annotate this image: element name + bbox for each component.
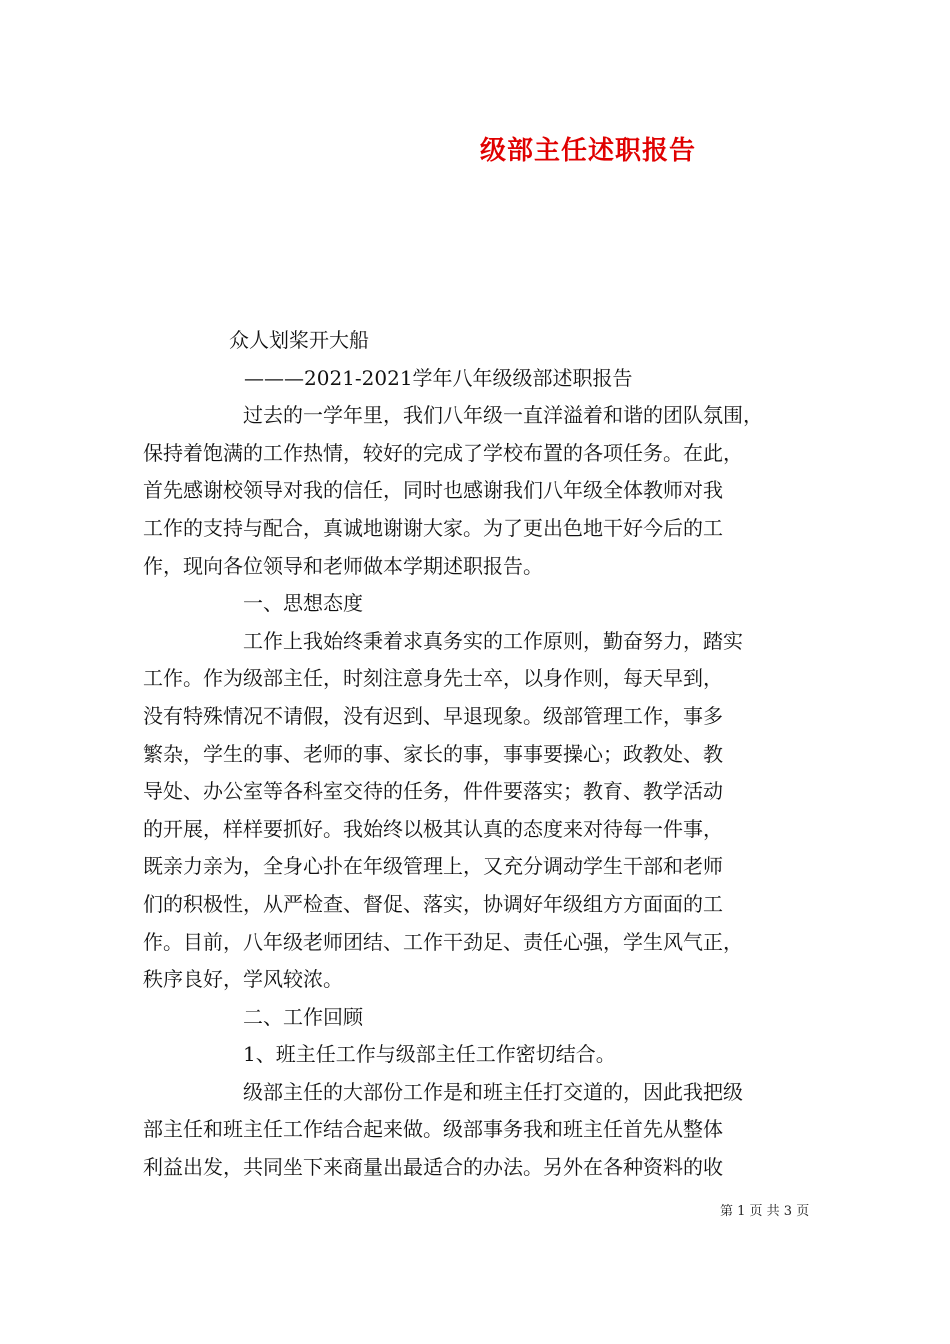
section-heading: 二、工作回顾 xyxy=(243,1004,363,1029)
paragraph-line: 保持着饱满的工作热情，较好的完成了学校布置的各项任务。在此， xyxy=(143,440,743,465)
paragraph-line: 繁杂，学生的事、老师的事、家长的事，事事要操心；政教处、教 xyxy=(143,741,723,766)
paragraph-line: 工作的支持与配合，真诚地谢谢大家。为了更出色地干好今后的工 xyxy=(143,515,723,540)
subtitle-line: 众人划桨开大船 xyxy=(229,328,369,352)
paragraph-line: 工作。作为级部主任，时刻注意身先士卒，以身作则，每天早到， xyxy=(143,666,723,691)
paragraph-line: 导处、办公室等各科室交待的任务，件件要落实；教育、教学活动 xyxy=(143,779,723,804)
subsection-heading: 1、班主任工作与级部主任工作密切结合。 xyxy=(243,1042,616,1067)
paragraph-line: 的开展，样样要抓好。我始终以极其认真的态度来对待每一件事， xyxy=(143,816,723,841)
document-body xyxy=(143,322,826,1187)
paragraph-line: 作。目前，八年级老师团结、工作干劲足、责任心强，学生风气正， xyxy=(143,929,743,954)
subtitle-line: ———2021-2021学年八年级级部述职报告 xyxy=(244,365,633,390)
paragraph-line: 首先感谢校领导对我的信任，同时也感谢我们八年级全体教师对我 xyxy=(143,478,723,503)
section-heading: 一、思想态度 xyxy=(243,591,363,616)
paragraph-line: 利益出发，共同坐下来商量出最适合的办法。另外在各种资料的收 xyxy=(143,1155,723,1180)
paragraph-line: 工作上我始终秉着求真务实的工作原则，勤奋努力，踏实 xyxy=(243,628,743,653)
paragraph-line: 部主任和班主任工作结合起来做。级部事务我和班主任首先从整体 xyxy=(143,1117,723,1142)
paragraph-line: 秩序良好，学风较浓。 xyxy=(143,967,343,992)
paragraph-line: 过去的一学年里，我们八年级一直洋溢着和谐的团队氛围， xyxy=(243,403,763,428)
paragraph-line: 级部主任的大部份工作是和班主任打交道的，因此我把级 xyxy=(243,1079,743,1104)
page-number: 第 1 页 共 3 页 xyxy=(720,1204,810,1219)
paragraph-line: 作，现向各位领导和老师做本学期述职报告。 xyxy=(143,553,543,578)
paragraph-line: 既亲力亲为，全身心扑在年级管理上，又充分调动学生干部和老师 xyxy=(143,854,723,879)
document-title: 级部主任述职报告 xyxy=(479,136,696,166)
paragraph-line: 没有特殊情况不请假，没有迟到、早退现象。级部管理工作，事多 xyxy=(143,703,723,728)
paragraph-line: 们的积极性，从严检查、督促、落实，协调好年级组方方面面的工 xyxy=(143,891,723,916)
